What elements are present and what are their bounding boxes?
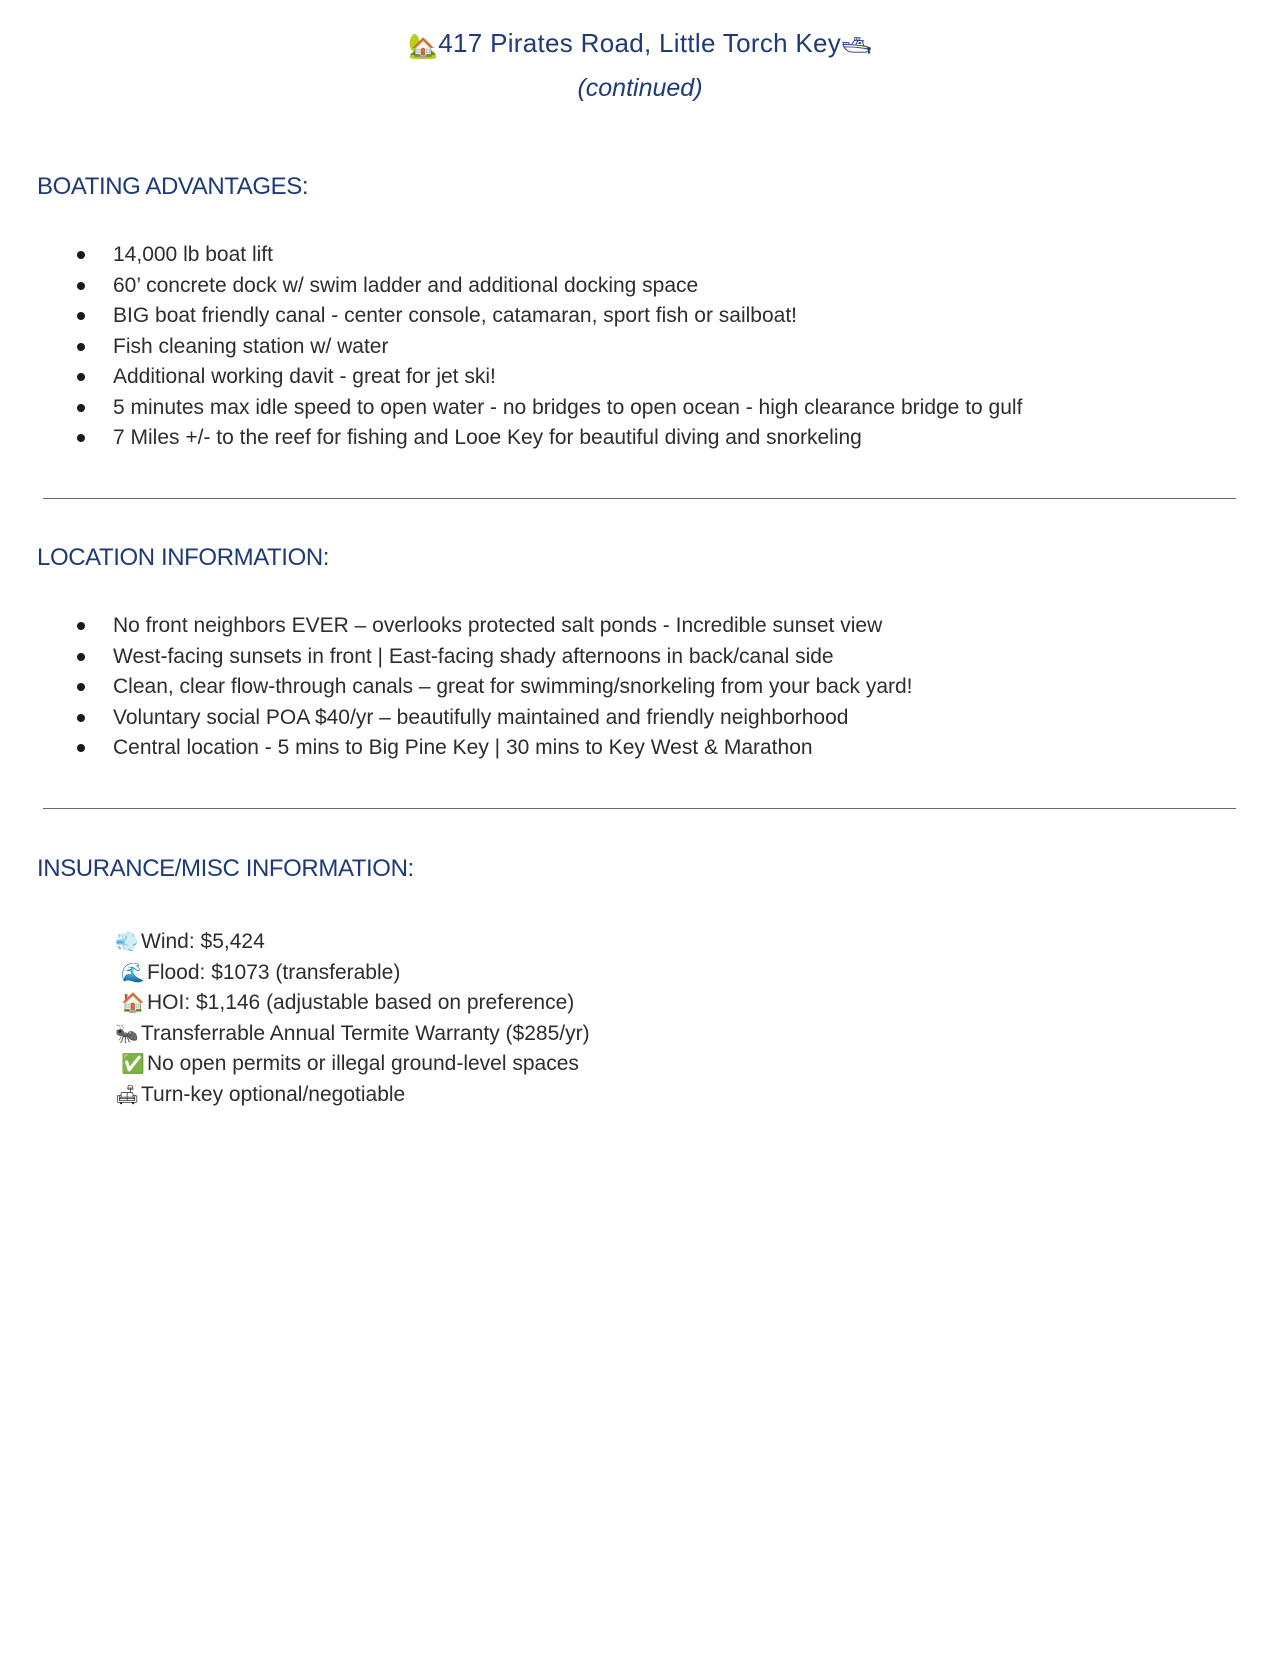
boating-heading: BOATING ADVANTAGES: <box>37 173 309 200</box>
list-item: 7 Miles +/- to the reef for fishing and Looe Key for beautiful diving and snorkeling <box>0 423 1022 454</box>
wind-icon: 💨 <box>115 932 139 953</box>
insurance-heading: INSURANCE/MISC INFORMATION: <box>37 855 414 882</box>
bullet-icon <box>77 744 85 752</box>
list-item: 🛋Turn-key optional/negotiable <box>113 1080 590 1111</box>
bullet-icon <box>77 714 85 722</box>
list-item: West-facing sunsets in front | East-facing shady afternoons in back/canal side <box>0 642 913 673</box>
section-divider <box>43 808 1236 809</box>
list-item: 💨 Wind: $5,424 <box>113 927 590 958</box>
bullet-icon <box>77 434 85 442</box>
bullet-icon <box>77 282 85 290</box>
section-divider <box>43 498 1236 499</box>
house-icon: 🏡 <box>408 33 439 60</box>
bullet-icon <box>77 312 85 320</box>
list-item: No front neighbors EVER – overlooks protected salt ponds - Incredible sunset view <box>0 611 913 642</box>
list-item: BIG boat friendly canal - center console, catamaran, sport fish or sailboat! <box>0 301 1022 332</box>
title-text: 417 Pirates Road, Little Torch Key <box>438 28 842 58</box>
location-heading: LOCATION INFORMATION: <box>37 544 330 571</box>
wave-icon: 🌊 <box>121 962 145 984</box>
bullet-icon <box>77 622 85 630</box>
insurance-list <box>113 927 590 1110</box>
list-item: Central location - 5 mins to Big Pine Key | 30 mins to Key West & Marathon <box>0 733 913 764</box>
ant-icon: 🐜 <box>115 1023 139 1045</box>
bullet-icon <box>77 404 85 412</box>
bullet-icon <box>77 343 85 351</box>
list-item: Clean, clear flow-through canals – great for swimming/snorkeling from your back yard! <box>0 672 913 703</box>
list-item: 🌊 Flood: $1073 (transferable) <box>113 958 590 989</box>
list-item: 14,000 lb boat lift <box>0 240 1022 271</box>
list-item: Voluntary social POA $40/yr – beautifully maintained and friendly neighborhood <box>0 703 913 734</box>
bullet-icon <box>77 251 85 259</box>
list-item: 60’ concrete dock w/ swim ladder and additional docking space <box>0 271 1022 302</box>
boat-icon: 🛥 <box>841 33 872 60</box>
sofa-icon: 🛋 <box>114 1084 140 1106</box>
house-icon: 🏠 <box>121 993 145 1014</box>
boating-list <box>0 240 1022 454</box>
check-icon: ✅ <box>121 1054 145 1075</box>
list-item: 5 minutes max idle speed to open water - no bridges to open ocean - high clearance bridge to gulf <box>0 393 1022 424</box>
document-title <box>0 28 1280 61</box>
location-list <box>0 611 913 764</box>
list-item: Fish cleaning station w/ water <box>0 332 1022 363</box>
list-item: Additional working davit - great for jet ski! <box>0 362 1022 393</box>
document-subtitle: (continued) <box>577 74 703 102</box>
bullet-icon <box>77 653 85 661</box>
bullet-icon <box>77 683 85 691</box>
list-item: 🐜 Transferrable Annual Termite Warranty ($285/yr) <box>113 1019 590 1050</box>
list-item: ✅ No open permits or illegal ground-level spaces <box>113 1049 590 1080</box>
list-item: 🏠 HOI: $1,146 (adjustable based on preference) <box>113 988 590 1019</box>
bullet-icon <box>77 373 85 381</box>
